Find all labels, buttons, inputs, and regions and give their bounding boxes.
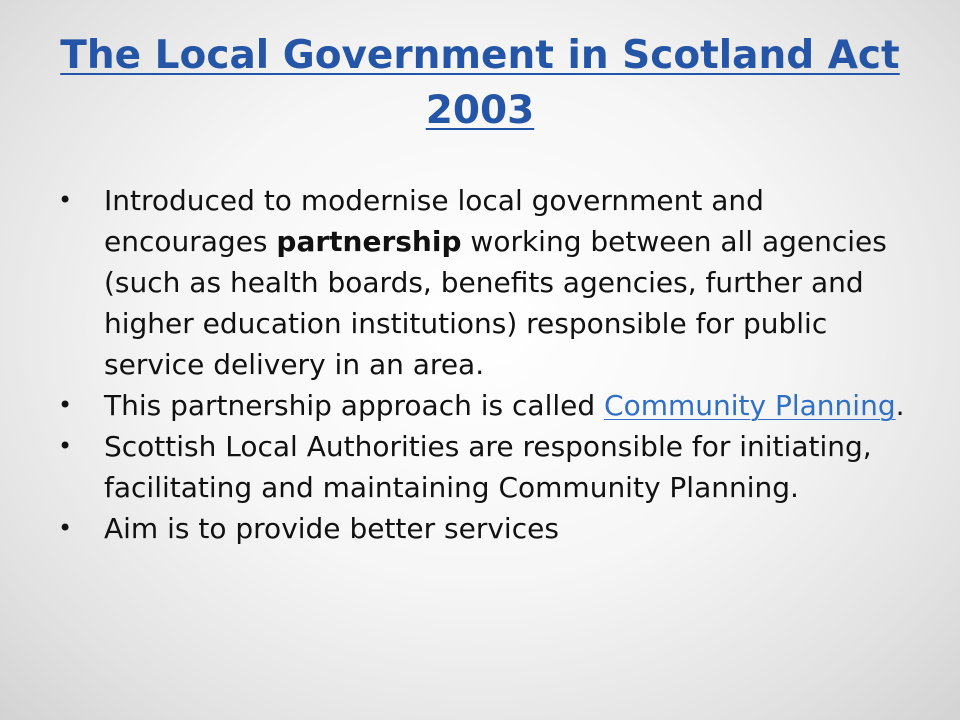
bullet-dot: • bbox=[58, 186, 73, 214]
bullet-dot: • bbox=[58, 514, 73, 542]
bullet-dot: • bbox=[58, 432, 73, 460]
community-planning-link[interactable]: Community Planning bbox=[604, 389, 896, 422]
bullet-text: Scottish Local Authorities are responsible for initiating, facilitating and maintaining Community Planning. bbox=[104, 430, 872, 504]
bullet-text-cont: . bbox=[895, 389, 905, 422]
bullet-list bbox=[58, 180, 908, 549]
bullet-dot: • bbox=[58, 391, 73, 419]
bullet-item-aim bbox=[58, 508, 908, 549]
bullet-text-cont: working between all agencies (such as health boards, benefits agencies, further and higher education institutions) responsible for public service delivery in an area. bbox=[104, 225, 887, 381]
bullet-text: Aim is to provide better services bbox=[104, 512, 559, 545]
bullet-item-local-authorities bbox=[58, 426, 908, 508]
bullet-item-introduced bbox=[58, 180, 908, 385]
slide-title bbox=[60, 28, 900, 138]
emphasis-partnership: partnership bbox=[276, 225, 462, 258]
bullet-text: Introduced to modernise local government and encourages bbox=[104, 184, 764, 258]
title-link[interactable]: The Local Government in Scotland Act 2003 bbox=[60, 33, 900, 133]
bullet-text: This partnership approach is called bbox=[104, 389, 605, 422]
bullet-item-community-planning bbox=[58, 385, 908, 426]
